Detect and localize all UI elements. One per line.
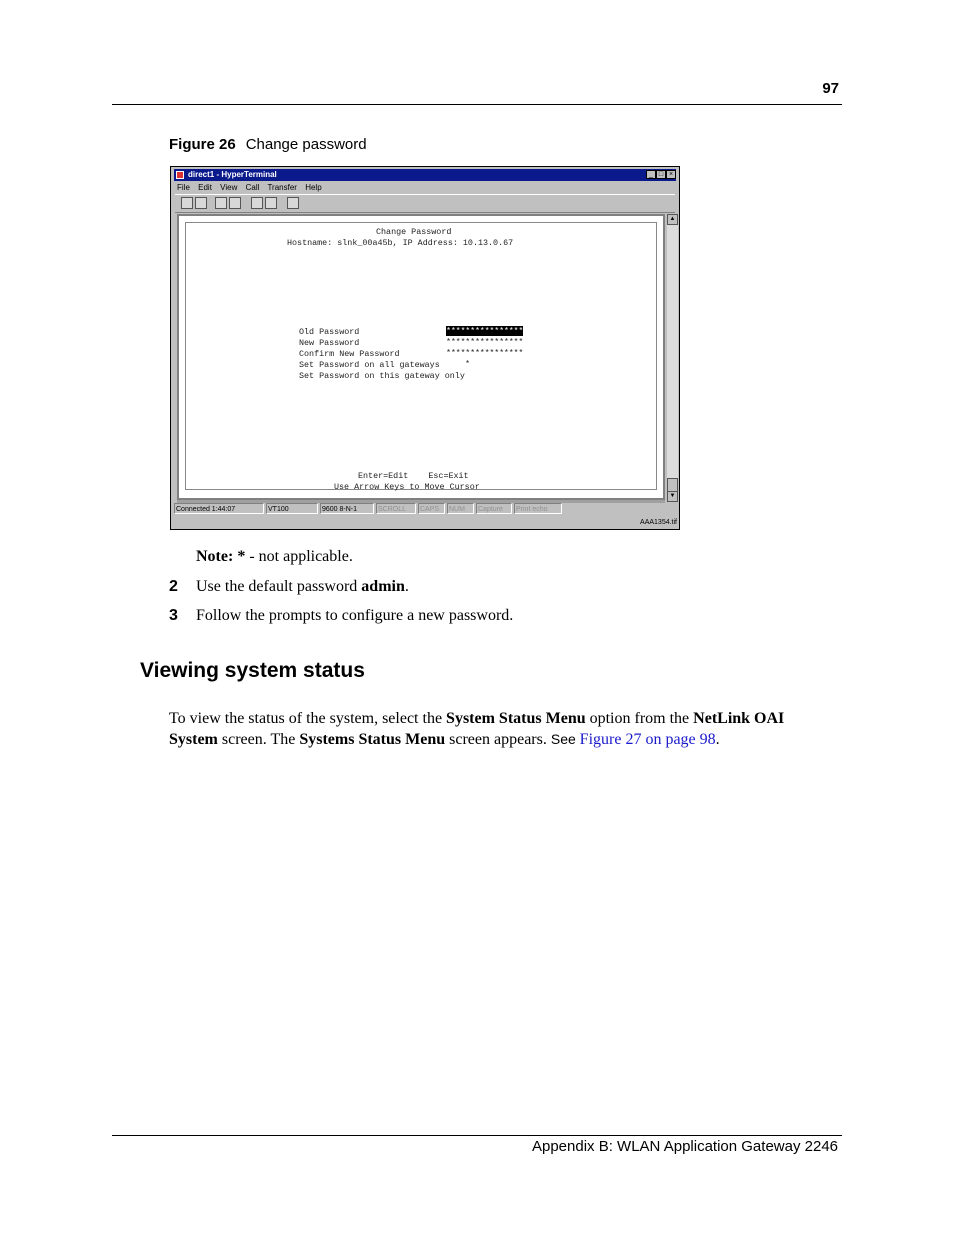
menu-transfer: Transfer bbox=[267, 183, 297, 192]
hyperterminal-window bbox=[170, 166, 680, 530]
figure-image-id: AAA1354.tif bbox=[640, 519, 677, 526]
status-connected: Connected 1:44:07 bbox=[174, 503, 264, 514]
see-text: See bbox=[550, 731, 580, 747]
status-print-echo: Print echo bbox=[514, 503, 562, 514]
note-text: - not applicable. bbox=[245, 548, 353, 565]
terminal-footer-keys: Enter=Edit Esc=Exit bbox=[358, 471, 469, 481]
minimize-icon: _ bbox=[646, 170, 656, 179]
field-value: **************** bbox=[446, 326, 524, 336]
status-capture: Capture bbox=[476, 503, 512, 514]
field-label: New Password bbox=[299, 338, 360, 348]
field-value: **************** bbox=[446, 348, 524, 358]
step-text-end: . bbox=[404, 578, 409, 595]
menu-edit: Edit bbox=[198, 183, 212, 192]
menu-help: Help bbox=[305, 183, 322, 192]
field-value: * bbox=[465, 359, 471, 369]
status-num: NUM bbox=[447, 503, 474, 514]
para-text: To view the status of the system, select the bbox=[169, 710, 447, 727]
app-icon bbox=[176, 171, 184, 179]
para-bold: Systems Status Menu bbox=[299, 731, 446, 748]
terminal-hostname: Hostname: slnk_00a45b, IP Address: 10.13.0.67 bbox=[287, 238, 514, 248]
field-label: Set Password on all gateways bbox=[299, 360, 440, 370]
para-text: screen. The bbox=[217, 731, 300, 748]
open-icon bbox=[195, 197, 207, 209]
connect-icon bbox=[215, 197, 227, 209]
status-port: 9600 8-N-1 bbox=[320, 503, 374, 514]
step-number: 2 bbox=[169, 578, 178, 595]
figure-label: Figure 26 bbox=[169, 136, 236, 153]
para-text: screen appears. bbox=[445, 731, 551, 748]
figure-title: Change password bbox=[245, 136, 367, 153]
terminal-title: Change Password bbox=[376, 227, 452, 237]
step-3 bbox=[169, 607, 513, 625]
menu-bar bbox=[177, 182, 328, 193]
menu-call: Call bbox=[245, 183, 260, 192]
para-text: option from the bbox=[585, 710, 694, 727]
status-scroll: SCROLL bbox=[376, 503, 416, 514]
window-title: direct1 - HyperTerminal bbox=[188, 170, 277, 179]
field-value: **************** bbox=[446, 337, 524, 347]
status-caps: CAPS bbox=[418, 503, 445, 514]
page-number: 97 bbox=[822, 80, 839, 97]
menu-file: File bbox=[177, 183, 190, 192]
note bbox=[196, 548, 353, 566]
receive-icon bbox=[265, 197, 277, 209]
close-icon: × bbox=[666, 170, 676, 179]
vertical-scrollbar bbox=[667, 214, 678, 502]
para-bold: NetLink OAI System bbox=[169, 710, 785, 748]
footer-text: Appendix B: WLAN Application Gateway 2246 bbox=[531, 1138, 838, 1155]
figure-27-link[interactable]: Figure 27 on page 98 bbox=[579, 731, 716, 748]
terminal-area bbox=[177, 214, 665, 500]
header-rule bbox=[112, 104, 842, 105]
step-text: Use the default password bbox=[196, 578, 362, 595]
para-bold: System Status Menu bbox=[446, 710, 586, 727]
footer-rule bbox=[112, 1135, 842, 1136]
window-titlebar bbox=[174, 169, 676, 181]
field-label: Set Password on this gateway only bbox=[299, 371, 465, 381]
field-label: Confirm New Password bbox=[299, 349, 400, 359]
maximize-icon: □ bbox=[656, 170, 666, 179]
terminal-screen bbox=[185, 222, 657, 490]
properties-icon bbox=[287, 197, 299, 209]
scroll-up-icon: ▲ bbox=[667, 214, 678, 225]
field-label: Old Password bbox=[299, 327, 360, 337]
status-emulation: VT100 bbox=[266, 503, 318, 514]
default-password: admin bbox=[361, 578, 405, 595]
section-heading: Viewing system status bbox=[140, 659, 365, 682]
toolbar bbox=[175, 194, 675, 213]
figure-caption bbox=[169, 136, 367, 153]
para-end: . bbox=[715, 731, 720, 748]
new-icon bbox=[181, 197, 193, 209]
scroll-down-icon: ▼ bbox=[667, 491, 678, 502]
disconnect-icon bbox=[229, 197, 241, 209]
send-icon bbox=[251, 197, 263, 209]
status-bar bbox=[174, 503, 676, 514]
terminal-footer-hint: Use Arrow Keys to Move Cursor bbox=[334, 482, 480, 492]
scroll-thumb bbox=[667, 478, 678, 492]
note-label: Note: * bbox=[196, 548, 246, 565]
section-paragraph bbox=[169, 708, 835, 750]
step-text: Follow the prompts to configure a new password. bbox=[196, 607, 514, 624]
step-2 bbox=[169, 578, 409, 596]
menu-view: View bbox=[220, 183, 238, 192]
step-number: 3 bbox=[169, 607, 178, 624]
